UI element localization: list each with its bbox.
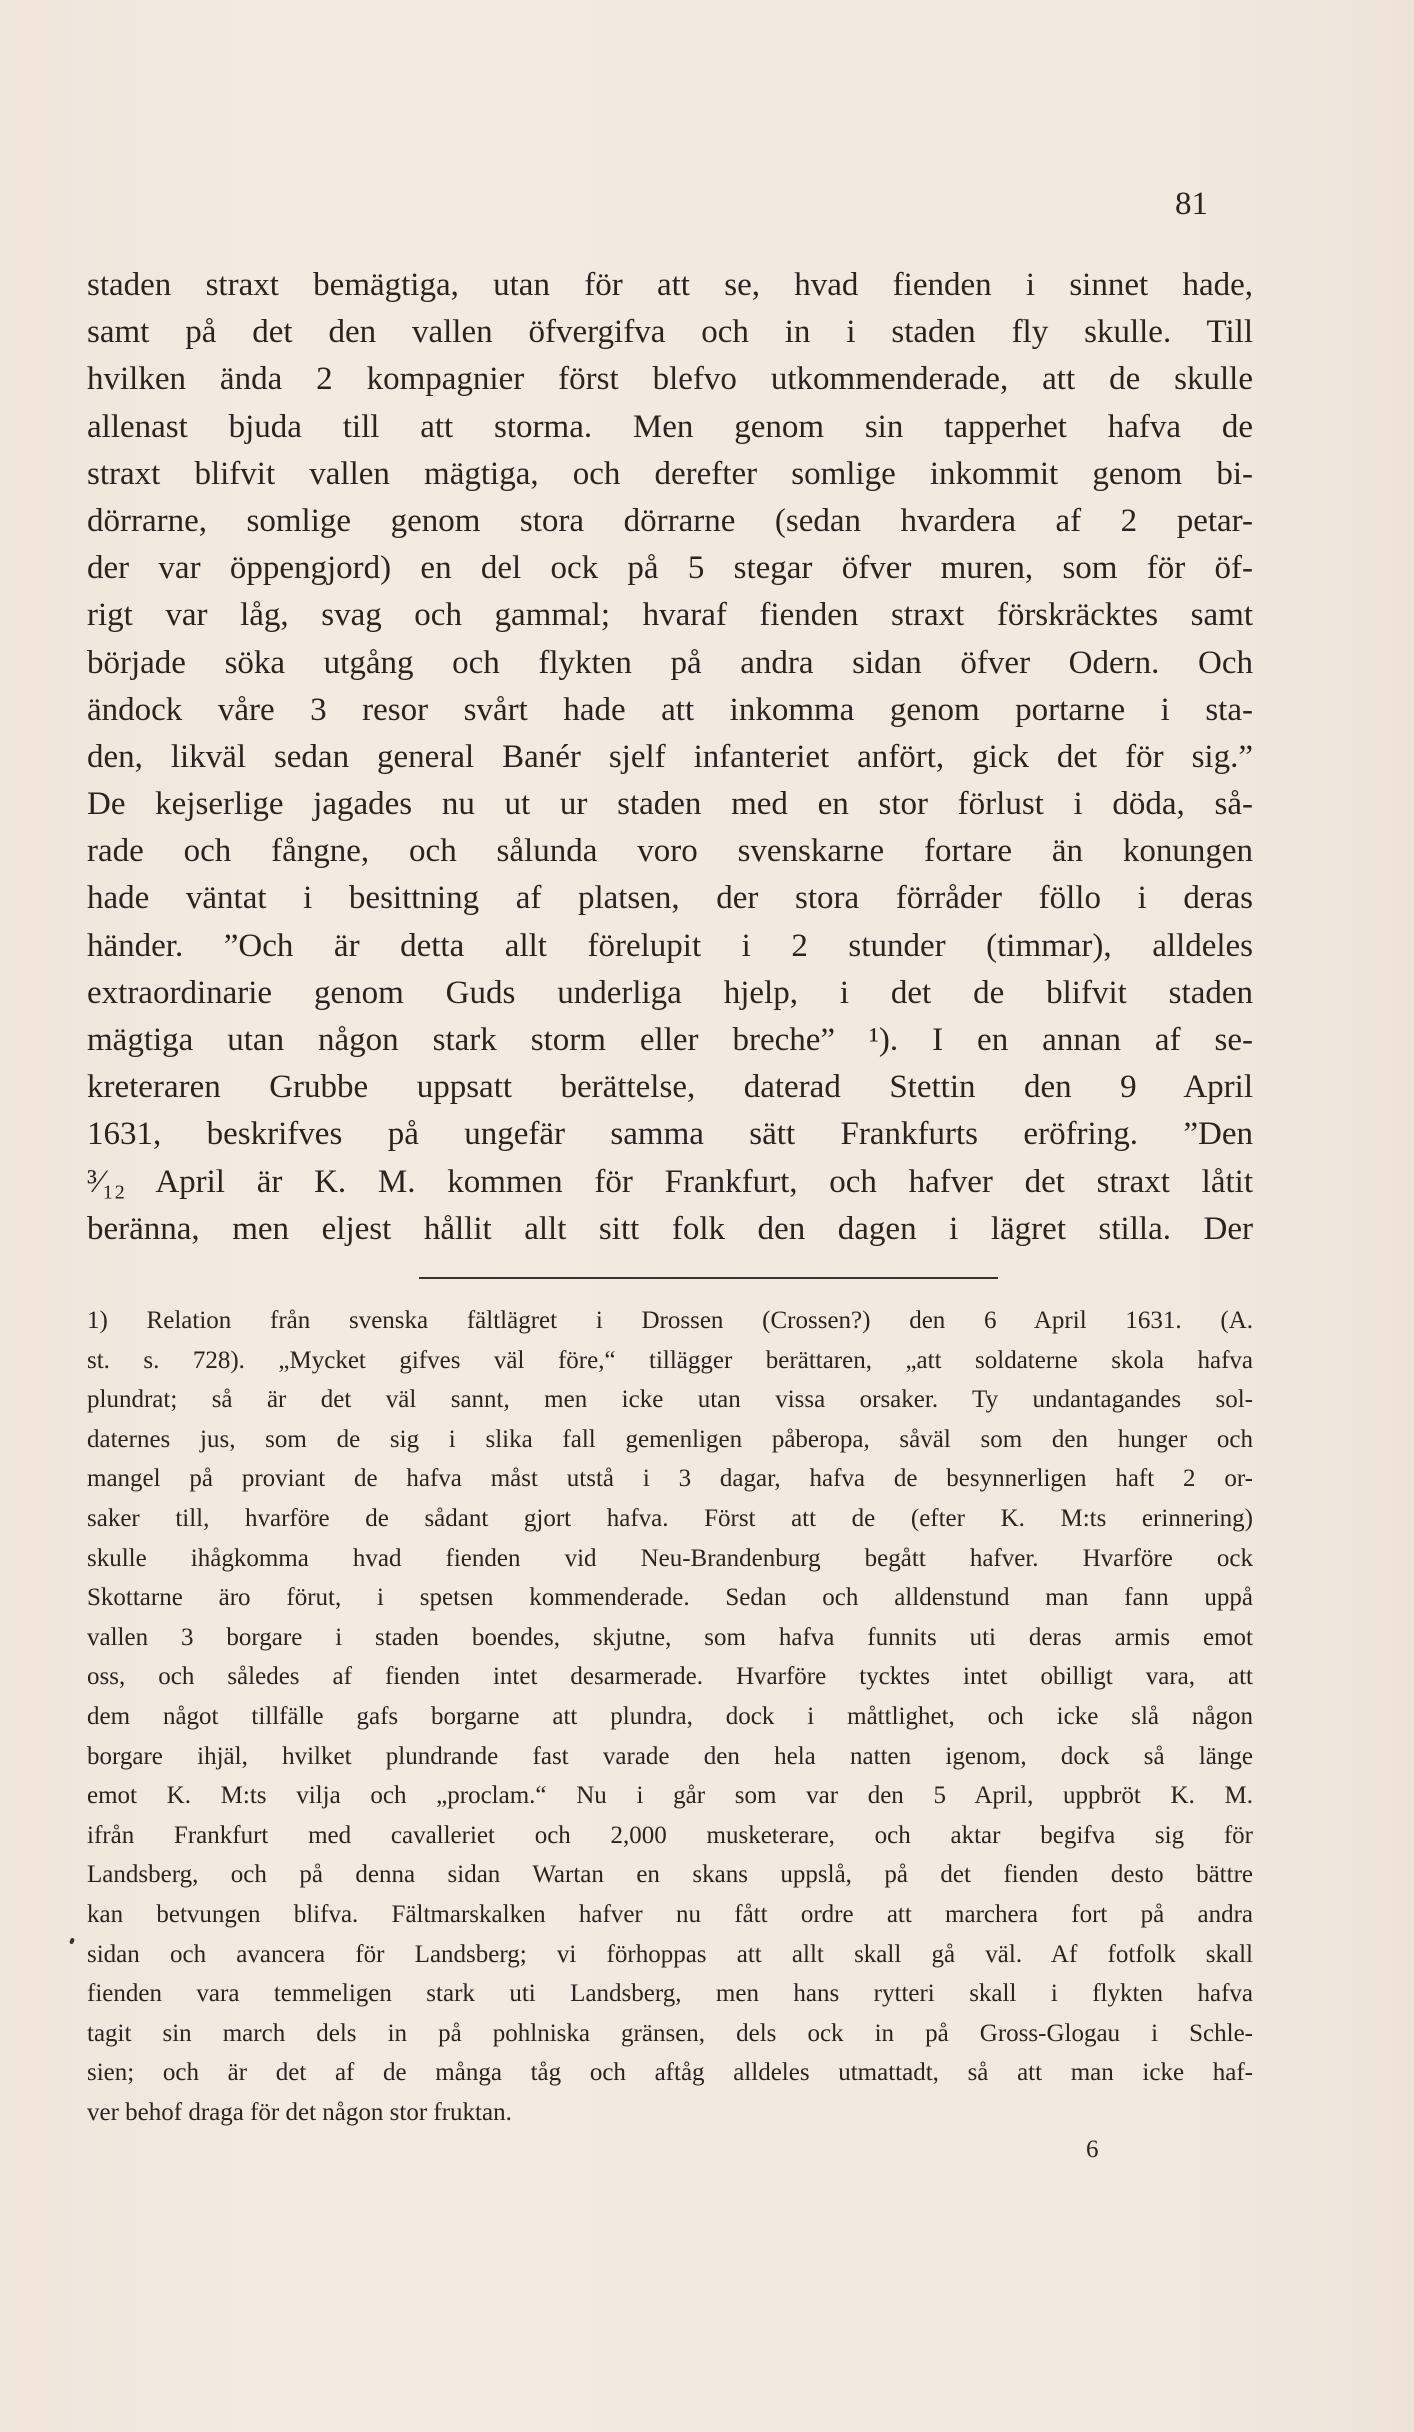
footnote-line: borgare ihjäl, hvilket plundrande fast varade den hela natten igenom, dock så länge: [87, 1742, 1253, 1770]
signature-mark: 6: [1086, 2136, 1099, 2163]
footnote-line: 1) Relation från svenska fältlägret i Drossen (Crossen?) den 6 April 1631. (A.: [87, 1307, 1253, 1334]
footnote-line: daternes jus, som de sig i slika fall gemenligen påberopa, såväl som den hunger och: [87, 1425, 1253, 1453]
footnote-line: saker till, hvarföre de sådant gjort hafva. Först att de (efter K. M:ts erinnering): [87, 1504, 1253, 1532]
body-line: 1631, beskrifves på ungefär samma sätt Frankfurts eröfring. ”Den: [87, 1116, 1253, 1153]
footnote-line: st. s. 728). „Mycket gifves väl före,“ tillägger berättaren, „att soldaterne skola hafva: [87, 1346, 1253, 1374]
body-line: händer. ”Och är detta allt förelupit i 2 stunder (timmar), alldeles: [87, 927, 1253, 964]
footnote-line: dem något tillfälle gafs borgarne att plundra, dock i måttlighet, och icke slå någon: [87, 1702, 1253, 1730]
body-line: der var öppengjord) en del ock på 5 stegar öfver muren, som för öf-: [87, 550, 1253, 587]
footnote-line: vallen 3 borgare i staden boendes, skjutne, som hafva funnits uti deras armis emot: [87, 1623, 1253, 1651]
main-text: [87, 262, 1253, 1253]
footnote-line: sien; och är det af de många tåg och aftåg alldeles utmattadt, så att man icke haf-: [87, 2059, 1253, 2087]
footnote-line: oss, och således af fienden intet desarmerade. Hvarföre tycktes intet obilligt vara, att: [87, 1663, 1253, 1691]
body-line: mägtiga utan någon stark storm eller breche” ¹). I en annan af se-: [87, 1022, 1253, 1058]
body-line: började söka utgång och flykten på andra sidan öfver Odern. Och: [87, 644, 1253, 681]
body-line: extraordinarie genom Guds underliga hjelp, i det de blifvit staden: [87, 974, 1253, 1011]
footnote-line: sidan och avancera för Landsberg; vi förhoppas att allt skall gå väl. Af fotfolk skall: [87, 1940, 1253, 1968]
body-line: samt på det den vallen öfvergifva och in i staden fly skulle. Till: [87, 314, 1253, 351]
body-line: ändock våre 3 resor svårt hade att inkomma genom portarne i sta-: [87, 691, 1253, 728]
body-line: staden straxt bemägtiga, utan för att se, hvad fienden i sinnet hade,: [87, 267, 1253, 303]
footnotes: [87, 1270, 1253, 2132]
footnote-line: Skottarne äro förut, i spetsen kommenderade. Sedan och alldenstund man fann uppå: [87, 1584, 1253, 1612]
footnote-line: ifrån Frankfurt med cavalleriet och 2,000 musketerare, och aktar begifva sig för: [87, 1821, 1253, 1849]
footnote-line: kan betvungen blifva. Fältmarskalken hafver nu fått ordre att marchera fort på andra: [87, 1900, 1253, 1928]
body-line: rade och fångne, och sålunda voro svenskarne fortare än konungen: [87, 833, 1253, 870]
body-line: kreteraren Grubbe uppsatt berättelse, daterad Stettin den 9 April: [87, 1069, 1253, 1106]
footnote-line: mangel på proviant de hafva måst utstå i 3 dagar, hafva de besynnerligen haft 2 or-: [87, 1465, 1253, 1493]
footnote-line: tagit sin march dels in på pohlniska gränsen, dels ock in på Gross-Glogau i Schle-: [87, 2019, 1253, 2047]
body-line: hade väntat i besittning af platsen, der stora förråder föllo i deras: [87, 880, 1253, 917]
page-number: 81: [1175, 186, 1208, 222]
footnote-line: emot K. M:ts vilja och „proclam.“ Nu i går som var den 5 April, uppbröt K. M.: [87, 1782, 1253, 1810]
body-line: straxt blifvit vallen mägtiga, och derefter somlige inkommit genom bi-: [87, 455, 1253, 492]
body-line: allenast bjuda till att storma. Men genom sin tapperhet hafva de: [87, 408, 1253, 445]
body-line: hvilken ända 2 kompagnier först blefvo utkommenderade, att de skulle: [87, 361, 1253, 398]
body-line: dörrarne, somlige genom stora dörrarne (sedan hvardera af 2 petar-: [87, 502, 1253, 539]
footnote-line: fienden vara temmeligen stark uti Landsberg, men hans rytteri skall i flykten hafva: [87, 1980, 1253, 2008]
body-line: De kejserlige jagades nu ut ur staden med en stor förlust i döda, så-: [87, 786, 1253, 823]
body-line: ³⁄₁₂ April är K. M. kommen för Frankfurt, och hafver det straxt låtit: [87, 1163, 1253, 1200]
paper-speck: [69, 1937, 75, 1944]
footnote-line: Landsberg, och på denna sidan Wartan en skans uppslå, på det fienden desto bättre: [87, 1861, 1253, 1889]
body-line: den, likväl sedan general Banér sjelf infanteriet anfört, gick det för sig.”: [87, 738, 1253, 775]
footnote-line: plundrat; så är det väl sannt, men icke utan vissa orsaker. Ty undantagandes sol-: [87, 1386, 1253, 1414]
footnote-line: skulle ihågkomma hvad fienden vid Neu-Brandenburg begått hafver. Hvarföre ock: [87, 1544, 1253, 1572]
body-line: beränna, men eljest hållit allt sitt folk den dagen i lägret stilla. Der: [87, 1210, 1253, 1247]
body-line: rigt var låg, svag och gammal; hvaraf fienden straxt förskräcktes samt: [87, 597, 1253, 634]
footnote-line: ver behof draga för det någon stor fruktan.: [87, 2098, 512, 2126]
